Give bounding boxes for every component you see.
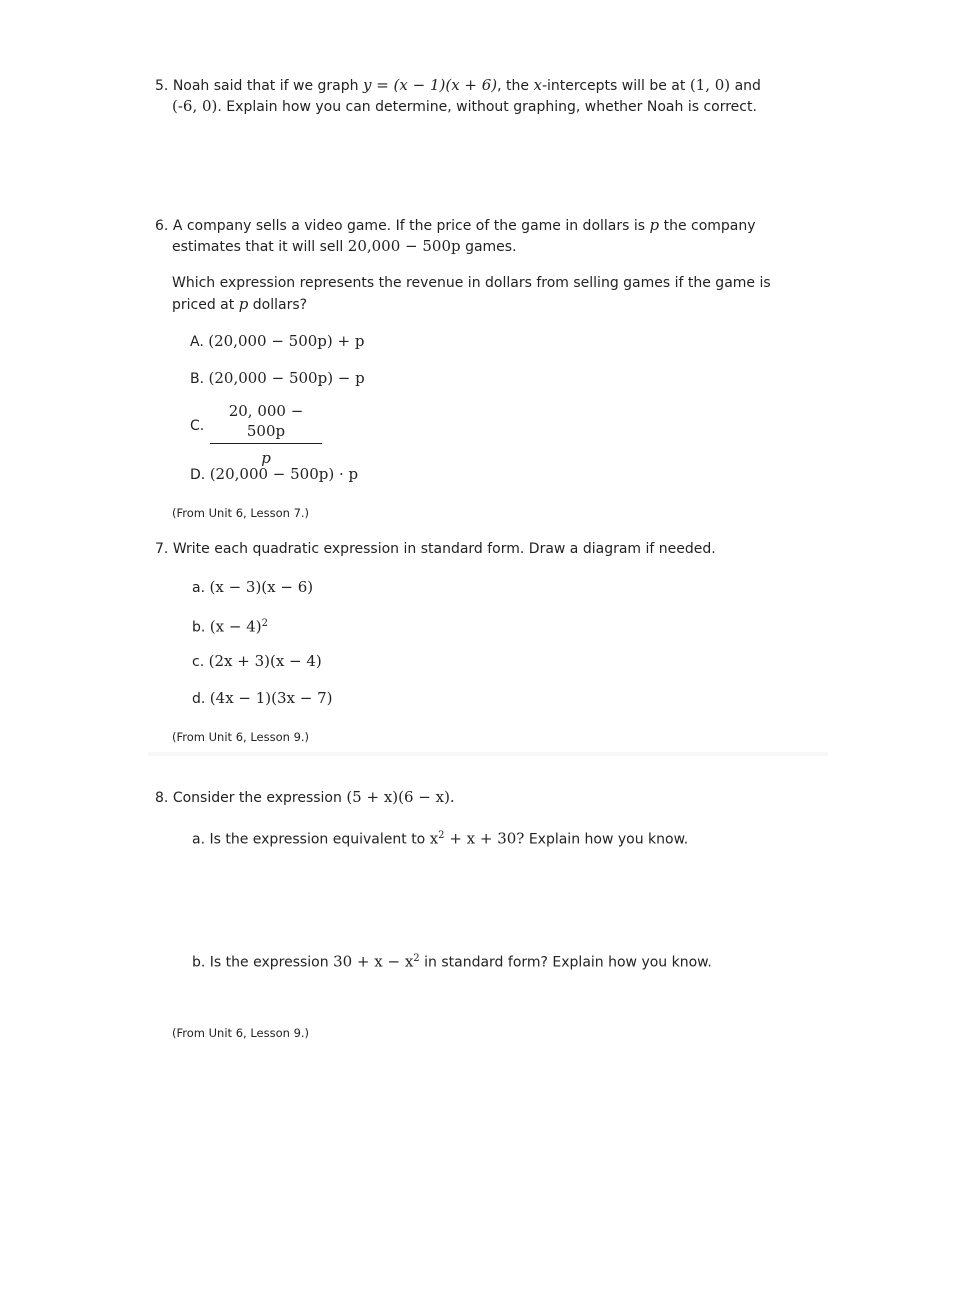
q8-line-1: 8. Consider the expression (5 + x)(6 − x).	[155, 788, 455, 806]
q5-line-1: 5. Noah said that if we graph y = (x − 1)(x + 6), the x-intercepts will be at (1, 0) and	[155, 76, 761, 94]
q6-option-b[interactable]: B. (20,000 − 500p) − p	[190, 369, 365, 387]
q6-option-c-fraction[interactable]	[210, 401, 322, 468]
q6-option-d[interactable]: D. (20,000 − 500p) · p	[190, 465, 359, 483]
q7-number: 7.	[155, 541, 169, 557]
q7-part-d: d. (4x − 1)(3x − 7)	[192, 689, 333, 707]
q5-equation: y = (x − 1)(x + 6)	[362, 76, 498, 94]
q8-expression: (5 + x)(6 − x).	[346, 788, 455, 806]
q5-number: 5.	[155, 78, 169, 94]
q7-part-c: c. (2x + 3)(x − 4)	[192, 652, 322, 670]
q7-line-1: 7. Write each quadratic expression in standard form. Draw a diagram if needed.	[155, 541, 716, 557]
fraction-denominator: p	[261, 449, 271, 467]
q6-line-2: estimates that it will sell 20,000 − 500p games.	[172, 237, 517, 255]
q6-option-c-letter[interactable]: C.	[190, 418, 205, 434]
q6-prompt-line-2: priced at p dollars?	[172, 295, 308, 313]
q6-option-a[interactable]: A. (20,000 − 500p) + p	[190, 332, 365, 350]
q8-number: 8.	[155, 790, 169, 806]
q8-part-a: a. Is the expression equivalent to $x^2 + x + 30$? Explain how you know.	[192, 829, 689, 848]
q8-source: (From Unit 6, Lesson 9.)	[172, 1026, 310, 1040]
q7-part-a: a. (x − 3)(x − 6)	[192, 578, 314, 596]
q5-point-2: (-6, 0)	[172, 97, 218, 115]
q6-prompt-line-1: Which expression represents the revenue in dollars from selling games if the game is	[172, 275, 771, 291]
q6-sales-expression: 20,000 − 500p	[347, 237, 461, 255]
q7-part-b: b. $(x - 4)^2$	[192, 617, 268, 636]
q5-point-1: (1, 0)	[689, 76, 731, 94]
q5-line-2: (-6, 0). Explain how you can determine, without graphing, whether Noah is correct.	[172, 97, 757, 115]
fraction-numerator: 20, 000 − 500p	[210, 401, 322, 444]
q6-number: 6.	[155, 218, 169, 234]
q8-part-b: b. Is the expression $30 + x - x^2$ in standard form? Explain how you know.	[192, 952, 712, 971]
q6-source: (From Unit 6, Lesson 7.)	[172, 506, 310, 520]
section-divider	[148, 752, 828, 756]
q6-line-1: 6. A company sells a video game. If the price of the game in dollars is p the company	[155, 216, 756, 234]
q7-source: (From Unit 6, Lesson 9.)	[172, 730, 310, 744]
